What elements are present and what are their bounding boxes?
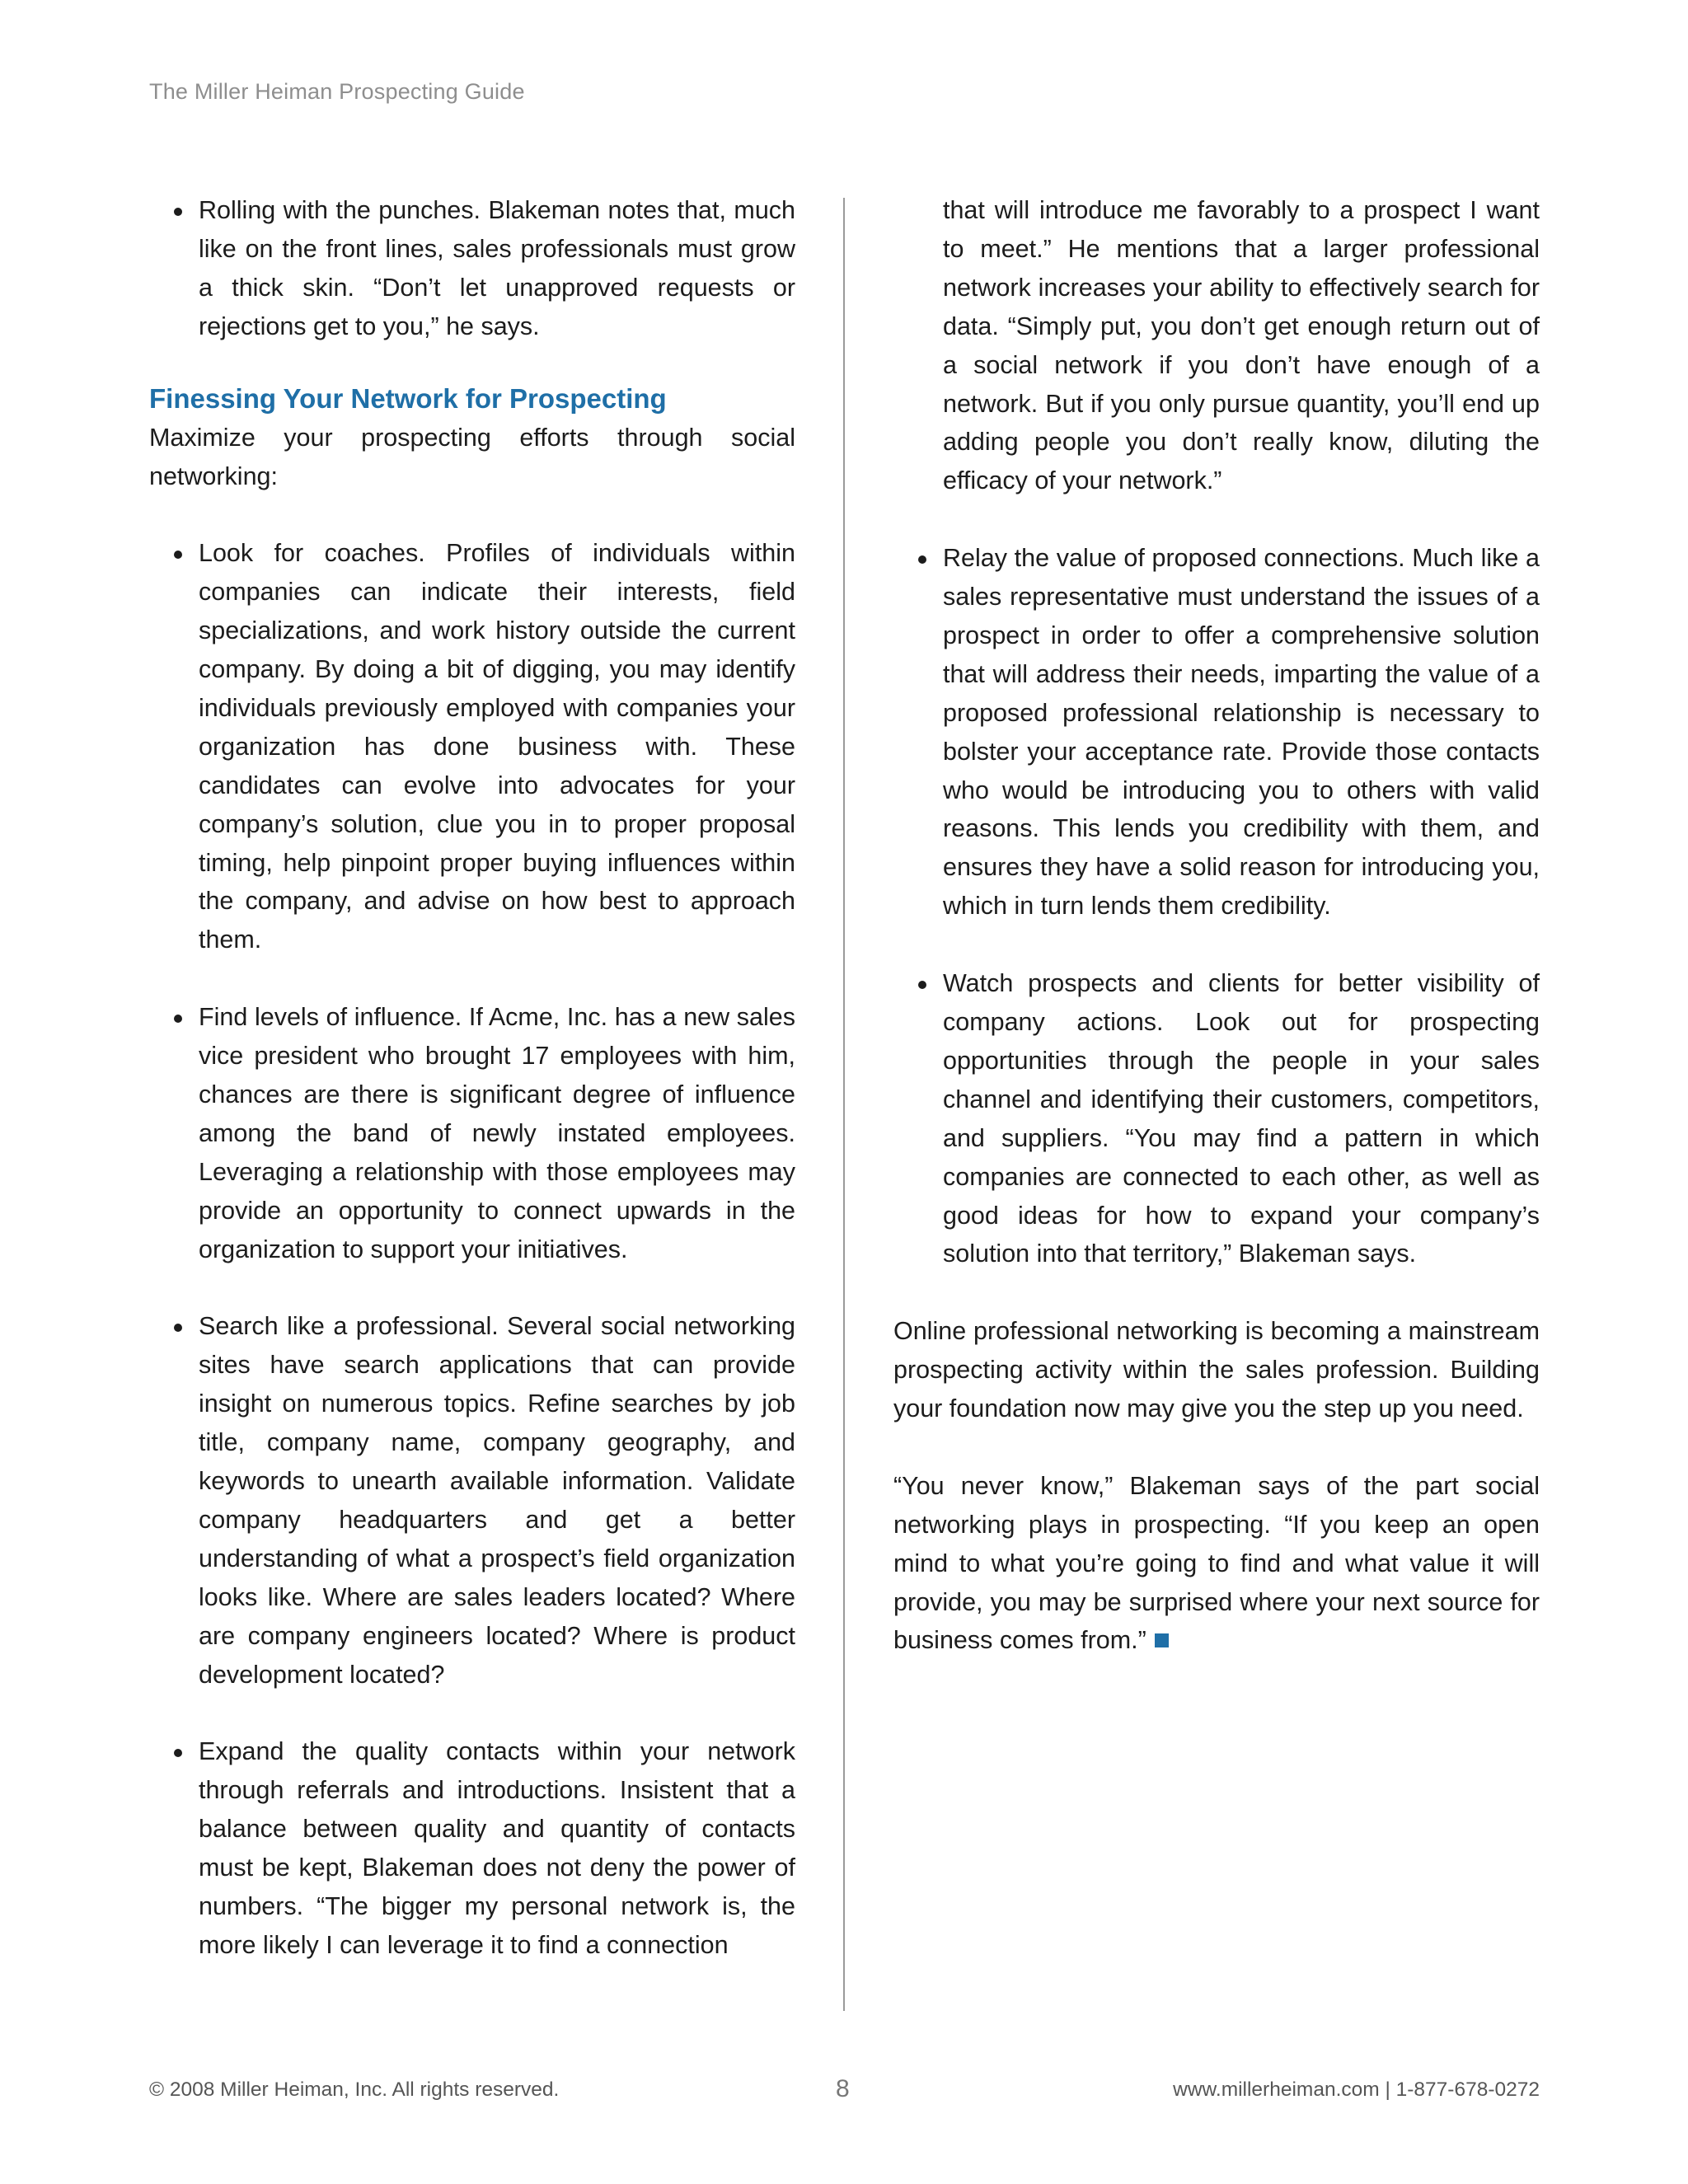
- bullet-watch-prospects: Watch prospects and clients for better visibility of company actions. Look out for prospecting opportunities through the people in your sales channel and identifying their customers, competitors, and suppliers. “You may find a pattern in which companies are connected to each other, as well as good ideas for how to expand your company’s solution into that territory,” Blakeman says.: [893, 964, 1540, 1273]
- running-header: The Miller Heiman Prospecting Guide: [149, 79, 525, 104]
- left-bullet-list: [149, 534, 795, 1964]
- bullet-look-for-coaches: Look for coaches. Profiles of individuals within companies can indicate their interests, field specializations, and work history outside the current company. By doing a bit of digging, you may identify individuals previously employed with companies your organization has done business with. These candidates can evolve into advocates for your company’s solution, clue you in to proper proposal timing, help pinpoint proper buying influences within the company, and advise on how best to approach them.: [149, 534, 795, 959]
- paragraph-online-networking: Online professional networking is becoming a mainstream prospecting activity within the sales profession. Building your foundation now may give you the step up you need.: [893, 1317, 1540, 1423]
- page-number: 8: [836, 2075, 850, 2102]
- section-heading: Finessing Your Network for Prospecting: [149, 382, 667, 414]
- right-bullet-list: [893, 539, 1540, 1273]
- paragraph-closing-quote: [893, 1467, 1540, 1661]
- bullet-expand-quality-contacts: Expand the quality contacts within your network through referrals and introductions. Insistent that a balance between quality and quantity of contacts must be kept, Blakeman does not deny the power of numbers. “The bigger my personal network is, the more likely I can leverage it to find a connection: [149, 1732, 795, 1964]
- footer-copyright: © 2008 Miller Heiman, Inc. All rights reserved.: [149, 2079, 560, 2101]
- bullet-continuation: that will introduce me favorably to a prospect I want to meet.” He mentions that a larger professional network increases your ability to effectively search for data. “Simply put, you don’t get enough return out of a social network if you don’t have enough of a network. But if you only pursue quantity, you’ll end up adding people you don’t really know, diluting the efficacy of your network.”: [943, 196, 1540, 495]
- bullet-rolling-with-punches: Rolling with the punches. Blakeman notes that, much like on the front lines, sales professionals must grow a thick skin. “Don’t let unapproved requests or rejections get to you,” he says.: [149, 191, 795, 346]
- footer-contact: www.millerheiman.com | 1-877-678-0272: [1173, 2079, 1540, 2101]
- section-intro: Maximize your prospecting efforts through social networking:: [149, 423, 795, 490]
- bullet-relay-value: Relay the value of proposed connections. Much like a sales representative must understand the issues of a prospect in order to offer a comprehensive solution that will address their needs, imparting the value of a proposed professional relationship is necessary to bolster your acceptance rate. Provide those contacts who would be introducing you to others with valid reasons. This lends you credibility with them, and ensures they have a solid reason for introducing you, which in turn lends them credibility.: [893, 539, 1540, 926]
- column-divider: [843, 198, 845, 2011]
- closing-quote-text: “You never know,” Blakeman says of the part social networking plays in prospecting. “If you keep an open mind to what you’re going to find and what value it will provide, you may be surprised where your next source for business comes from.”: [893, 1471, 1540, 1655]
- right-column: [893, 191, 1540, 1660]
- intro-bullet-list: [149, 191, 795, 346]
- end-of-article-square-icon: [1155, 1633, 1169, 1647]
- left-column: [149, 191, 795, 1965]
- bullet-search-like-professional: Search like a professional. Several social networking sites have search applications that can provide insight on numerous topics. Refine searches by job title, company name, company geography, and keywords to unearth available information. Validate company headquarters and get a better understanding of what a prospect’s field organization looks like. Where are sales leaders located? Where are company engineers located? Where is product development located?: [149, 1307, 795, 1694]
- bullet-find-levels-of-influence: Find levels of influence. If Acme, Inc. has a new sales vice president who brought 17 employees with him, chances are there is significant degree of influence among the band of newly instated employees. Leveraging a relationship with those employees may provide an opportunity to connect upwards in the organization to support your initiatives.: [149, 998, 795, 1268]
